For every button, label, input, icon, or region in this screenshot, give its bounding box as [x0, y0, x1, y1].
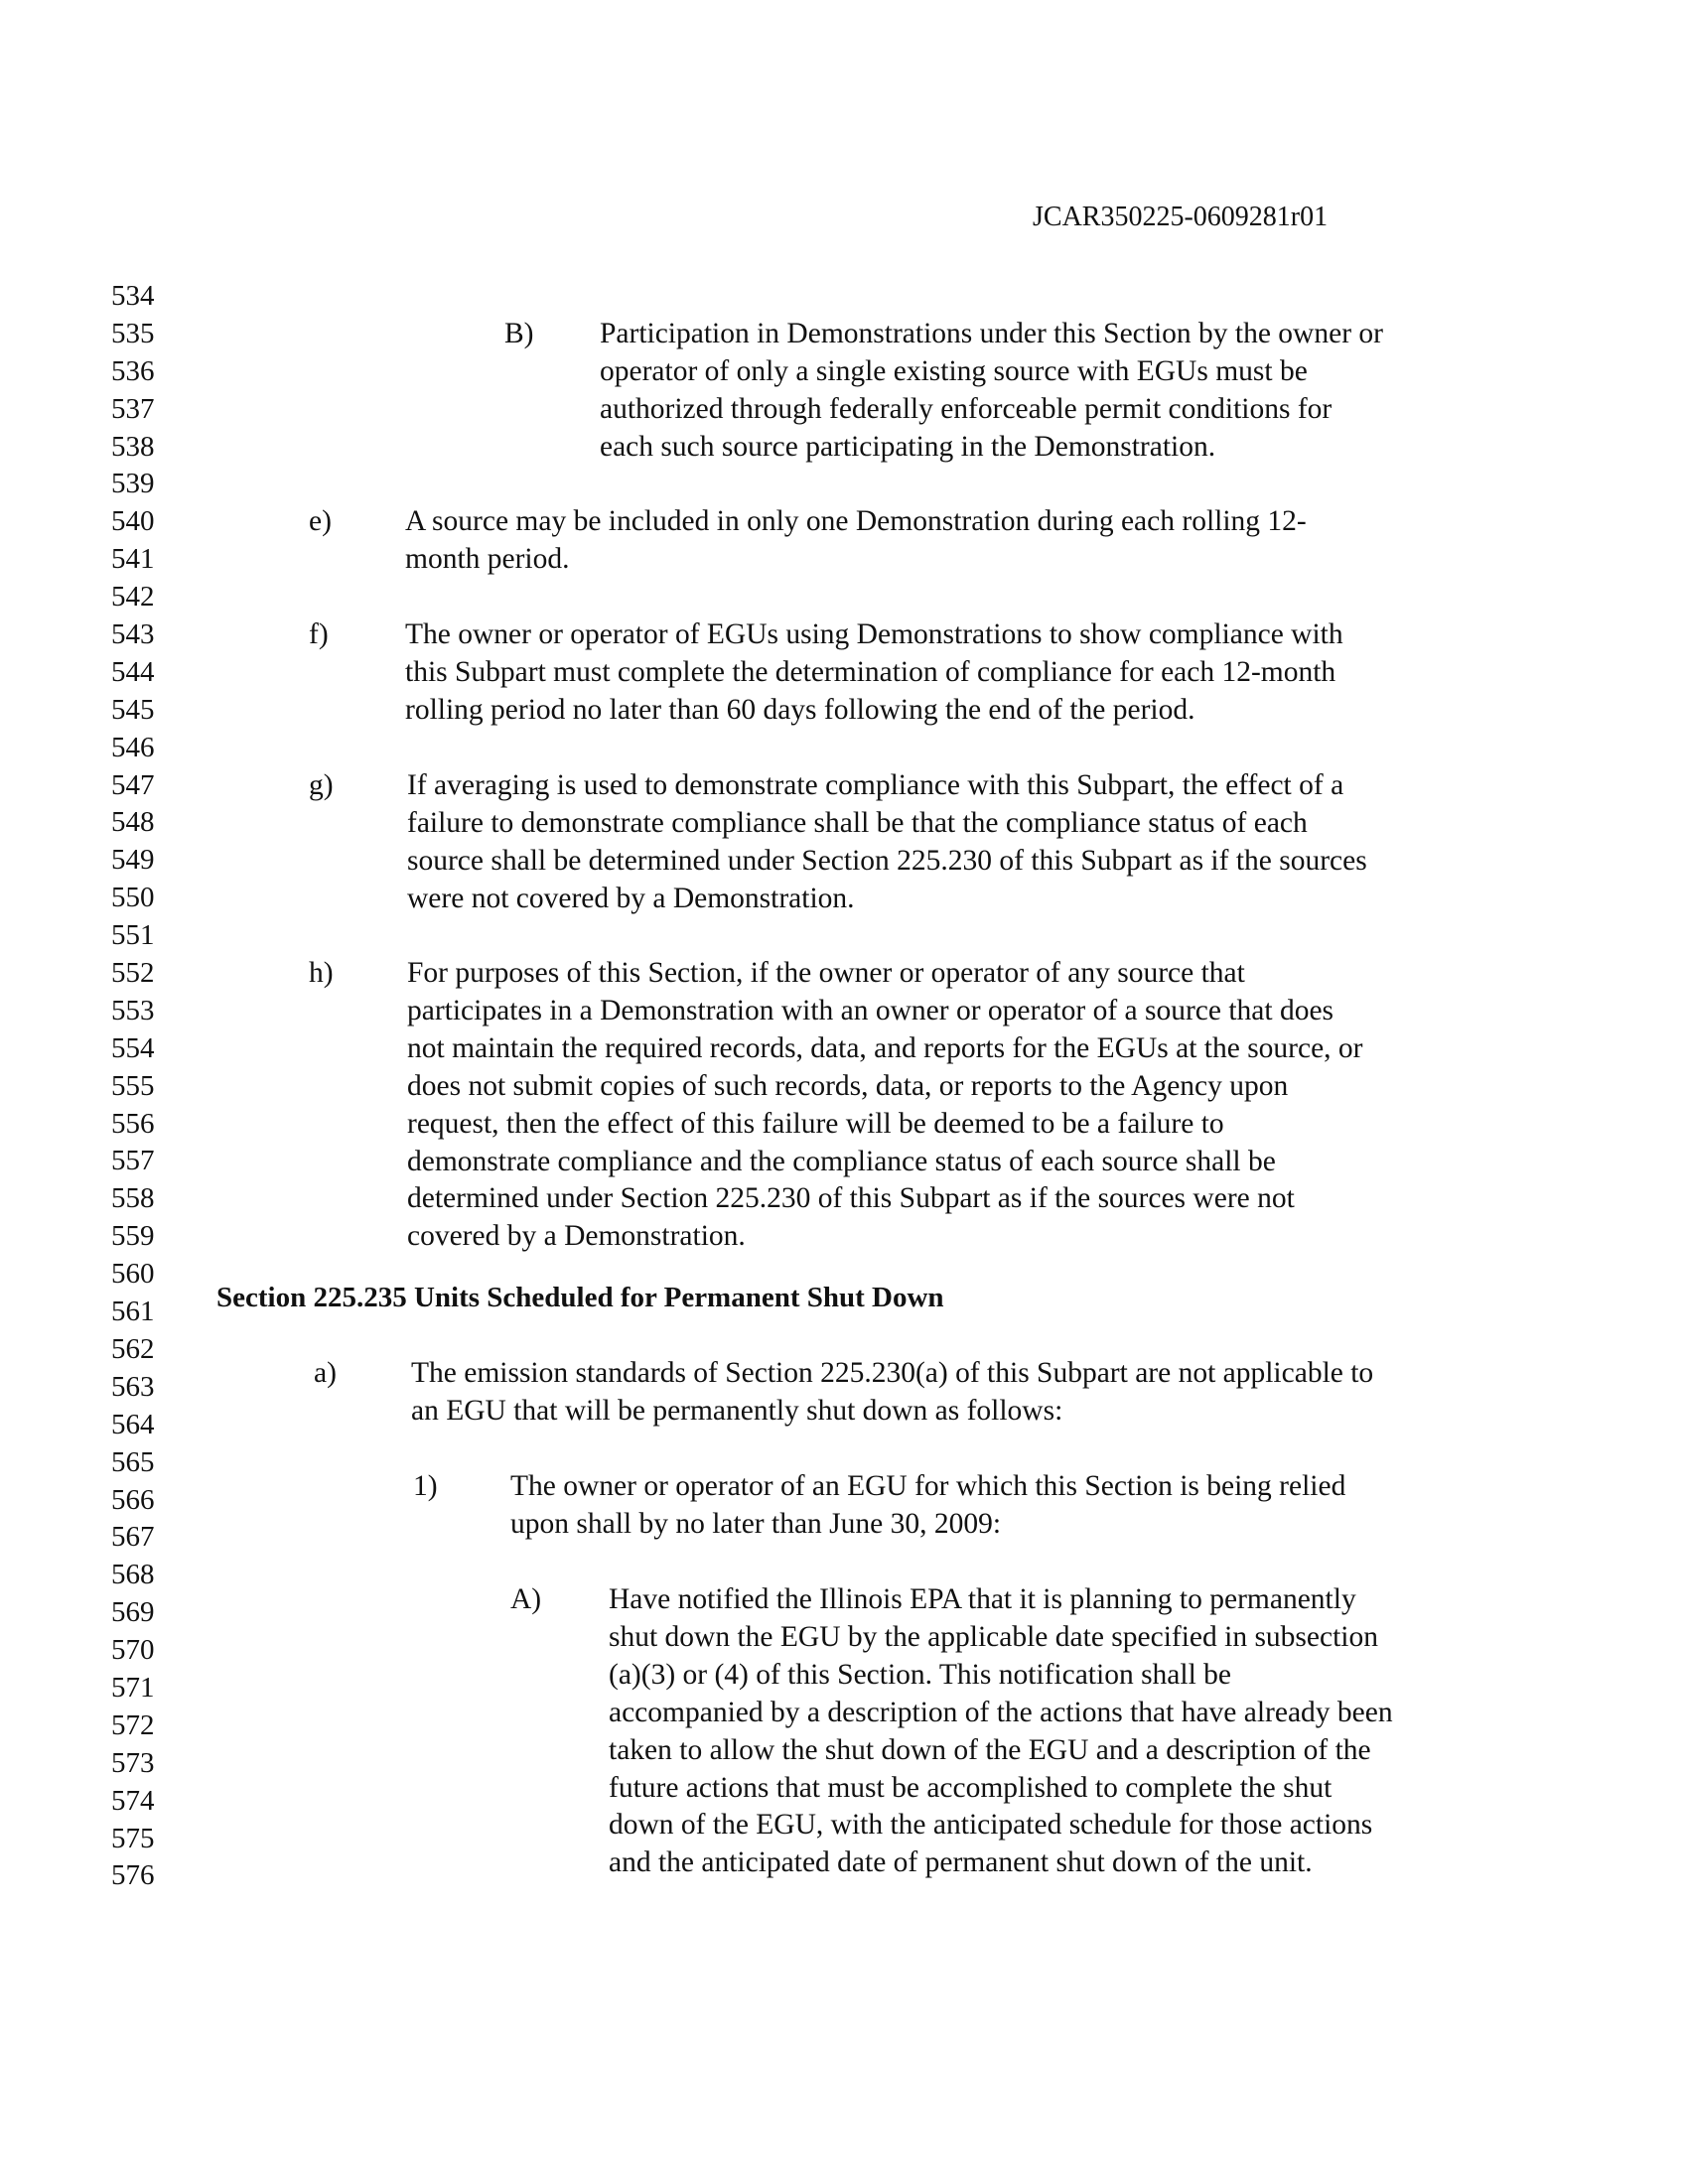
- text-line: Have notified the Illinois EPA that it is planning to permanently: [609, 1583, 1356, 1615]
- text-line: month period.: [405, 542, 570, 575]
- text-line: determined under Section 225.230 of this Subpart as if the sources were not: [407, 1182, 1295, 1215]
- line-number: 558: [111, 1182, 155, 1215]
- line-number: 564: [111, 1408, 155, 1440]
- line-number: 551: [111, 919, 155, 952]
- subsection-label-e: e): [309, 505, 332, 537]
- text-line: down of the EGU, with the anticipated schedule for those actions: [609, 1809, 1373, 1842]
- paragraph-f-compliance-determination: [405, 616, 1343, 730]
- text-line: Participation in Demonstrations under this Section by the owner or: [600, 318, 1383, 349]
- line-number: 563: [111, 1370, 155, 1403]
- line-number: 569: [111, 1596, 155, 1629]
- subsection-label-g: g): [309, 769, 334, 801]
- line-number: 538: [111, 430, 155, 463]
- line-number: 552: [111, 957, 155, 990]
- document-id: JCAR350225-0609281r01: [1033, 202, 1329, 232]
- line-number: 557: [111, 1145, 155, 1177]
- line-number: 539: [111, 468, 155, 500]
- text-line: rolling period no later than 60 days following the end of the period.: [405, 693, 1195, 726]
- line-number: 548: [111, 806, 155, 839]
- line-number: 553: [111, 994, 155, 1026]
- text-line: authorized through federally enforceable permit conditions for: [600, 392, 1333, 425]
- line-number: 542: [111, 581, 155, 614]
- text-line: upon shall by no later than June 30, 2009:: [510, 1507, 1002, 1540]
- line-number: 565: [111, 1445, 155, 1478]
- line-number: 534: [111, 280, 155, 312]
- text-line: accompanied by a description of the actions that have already been: [609, 1696, 1393, 1728]
- line-number: 536: [111, 354, 155, 387]
- line-number: 567: [111, 1521, 155, 1554]
- line-number: 571: [111, 1671, 155, 1704]
- line-number: 562: [111, 1332, 155, 1365]
- line-number: 545: [111, 693, 155, 726]
- line-number: 540: [111, 505, 155, 538]
- text-line: source shall be determined under Section 225.230 of this Subpart as if the sources: [407, 844, 1367, 877]
- line-number: 560: [111, 1258, 155, 1291]
- subsection-label-f: f): [309, 618, 329, 650]
- text-line: For purposes of this Section, if the owner or operator of any source that: [407, 957, 1245, 989]
- line-number: 570: [111, 1634, 155, 1667]
- line-number: 576: [111, 1859, 155, 1892]
- line-number: 535: [111, 317, 155, 349]
- text-line: this Subpart must complete the determination of compliance for each 12-month: [405, 655, 1336, 688]
- line-number: 572: [111, 1708, 155, 1741]
- line-number: 568: [111, 1559, 155, 1591]
- text-line: (a)(3) or (4) of this Section. This notification shall be: [609, 1658, 1232, 1691]
- line-number: 550: [111, 882, 155, 914]
- text-line: were not covered by a Demonstration.: [407, 882, 855, 914]
- paragraph-A-shutdown-notification: [609, 1581, 1393, 1882]
- text-line: The owner or operator of an EGU for which this Section is being relied: [510, 1470, 1346, 1502]
- paragraph-h-records-failure: [407, 955, 1363, 1256]
- line-number: 556: [111, 1107, 155, 1140]
- paragraph-1-owner-deadline: [510, 1468, 1345, 1544]
- paragraph-B-demonstration-participation: [600, 316, 1383, 467]
- line-number: 555: [111, 1069, 155, 1102]
- text-line: demonstrate compliance and the compliance status of each source shall be: [407, 1145, 1276, 1177]
- line-number: 541: [111, 543, 155, 576]
- line-number: 554: [111, 1031, 155, 1064]
- text-line: taken to allow the shut down of the EGU and a description of the: [609, 1733, 1371, 1766]
- section-heading: Section 225.235 Units Scheduled for Permanent Shut Down: [216, 1282, 944, 1313]
- text-line: If averaging is used to demonstrate compliance with this Subpart, the effect of a: [407, 769, 1344, 801]
- text-line: A source may be included in only one Demonstration during each rolling 12-: [405, 505, 1307, 537]
- line-number: 543: [111, 618, 155, 651]
- line-number: 573: [111, 1746, 155, 1779]
- text-line: request, then the effect of this failure will be deemed to be a failure to: [407, 1107, 1224, 1140]
- line-number: 549: [111, 844, 155, 877]
- subsection-label-a: a): [314, 1357, 337, 1389]
- text-line: covered by a Demonstration.: [407, 1220, 746, 1253]
- line-number: 561: [111, 1296, 155, 1328]
- text-line: an EGU that will be permanently shut down as follows:: [411, 1394, 1063, 1427]
- line-number: 546: [111, 731, 155, 763]
- text-line: future actions that must be accomplished to complete the shut: [609, 1771, 1333, 1804]
- text-line: participates in a Demonstration with an owner or operator of a source that does: [407, 994, 1334, 1026]
- line-number: 566: [111, 1483, 155, 1516]
- text-line: shut down the EGU by the applicable date specified in subsection: [609, 1620, 1378, 1653]
- text-line: The owner or operator of EGUs using Demonstrations to show compliance with: [405, 618, 1343, 650]
- subsection-label-h: h): [309, 957, 334, 989]
- line-number: 574: [111, 1784, 155, 1817]
- paragraph-a-emission-standards: [411, 1355, 1373, 1431]
- line-number: 544: [111, 655, 155, 688]
- text-line: each such source participating in the Demonstration.: [600, 430, 1216, 463]
- paragraph-e-single-demonstration: [405, 503, 1307, 579]
- line-number: 575: [111, 1822, 155, 1854]
- line-number: 559: [111, 1220, 155, 1253]
- text-line: failure to demonstrate compliance shall be that the compliance status of each: [407, 806, 1308, 839]
- subsection-label-A: A): [510, 1583, 542, 1615]
- text-line: does not submit copies of such records, data, or reports to the Agency upon: [407, 1069, 1289, 1102]
- line-number: 547: [111, 768, 155, 801]
- text-line: not maintain the required records, data, and reports for the EGUs at the source, or: [407, 1031, 1363, 1064]
- subsection-label-1: 1): [413, 1470, 438, 1502]
- text-line: operator of only a single existing source with EGUs must be: [600, 354, 1308, 387]
- line-number: 537: [111, 392, 155, 425]
- paragraph-g-averaging-failure: [407, 767, 1367, 918]
- text-line: and the anticipated date of permanent shut down of the unit.: [609, 1846, 1313, 1879]
- subsection-label-B: B): [504, 318, 534, 349]
- text-line: The emission standards of Section 225.230(a) of this Subpart are not applicable to: [411, 1357, 1374, 1389]
